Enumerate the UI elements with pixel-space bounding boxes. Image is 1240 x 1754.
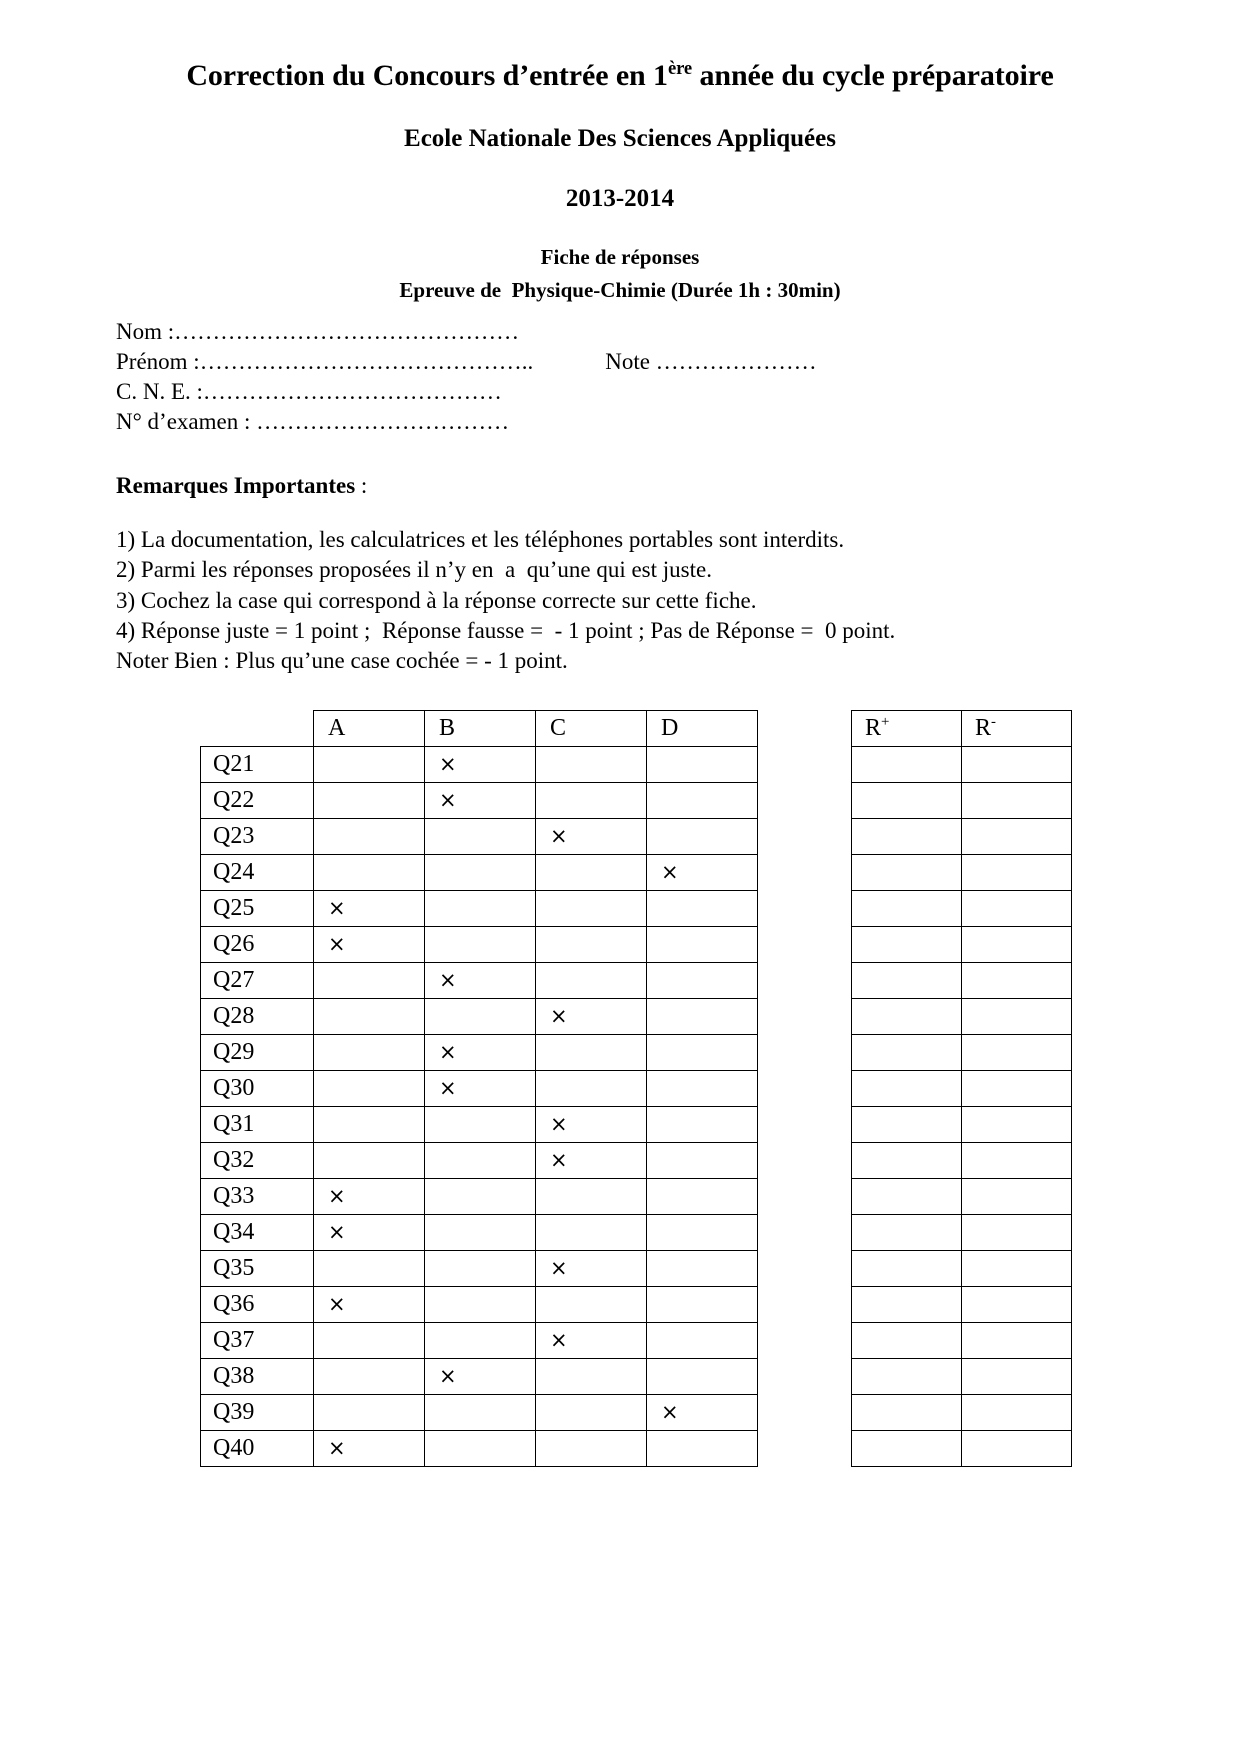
answer-cell-d[interactable]	[647, 854, 758, 890]
answer-cell-d[interactable]	[647, 1070, 758, 1106]
table-row	[201, 1070, 758, 1106]
score-cell-r-plus[interactable]	[852, 1394, 962, 1430]
question-label: Q39	[201, 1394, 314, 1430]
answer-cell-c[interactable]	[536, 818, 647, 854]
answer-cell-b[interactable]	[425, 1250, 536, 1286]
score-cell-r-plus[interactable]	[852, 998, 962, 1034]
remark-item: 4) Réponse juste = 1 point ; Réponse fausse = - 1 point ; Pas de Réponse = 0 point.	[116, 618, 896, 644]
remarks-list	[116, 525, 1240, 677]
remarks-section	[0, 473, 1240, 677]
cross-icon: ×	[328, 1435, 346, 1460]
answer-cell-b[interactable]	[425, 1034, 536, 1070]
answer-cell-c[interactable]	[536, 1322, 647, 1358]
table-row	[201, 1178, 758, 1214]
field-prenom-row	[116, 347, 1240, 377]
answer-cell-b[interactable]	[425, 1106, 536, 1142]
answer-cell-d[interactable]	[647, 1250, 758, 1286]
answer-cell-c[interactable]	[536, 854, 647, 890]
score-row	[852, 1070, 1072, 1106]
cross-icon: ×	[550, 1111, 568, 1136]
cross-icon: ×	[550, 1147, 568, 1172]
score-row	[852, 1142, 1072, 1178]
answer-cell-c[interactable]	[536, 1214, 647, 1250]
answer-cell-b[interactable]	[425, 818, 536, 854]
answer-cell-c[interactable]	[536, 746, 647, 782]
score-row	[852, 1034, 1072, 1070]
answer-cell-a[interactable]	[314, 1430, 425, 1466]
score-cell-r-plus[interactable]	[852, 1142, 962, 1178]
answer-cell-b[interactable]	[425, 1142, 536, 1178]
cross-icon: ×	[439, 1363, 457, 1388]
r-minus-base: R	[975, 714, 992, 741]
score-cell-r-plus[interactable]	[852, 1430, 962, 1466]
cross-icon: ×	[328, 931, 346, 956]
score-row	[852, 1430, 1072, 1466]
question-label: Q35	[201, 1250, 314, 1286]
answers-table-head	[201, 710, 758, 746]
table-row	[201, 1430, 758, 1466]
answer-cell-b[interactable]	[425, 1430, 536, 1466]
answer-cell-a[interactable]	[314, 1286, 425, 1322]
remark-item: 1) La documentation, les calculatrices et les téléphones portables sont interdits.	[116, 527, 845, 552]
answer-cell-d[interactable]	[647, 818, 758, 854]
answer-cell-d[interactable]	[647, 1430, 758, 1466]
field-nom[interactable]: Nom :………………………………………	[116, 319, 520, 344]
question-label: Q32	[201, 1142, 314, 1178]
answer-cell-d[interactable]	[647, 1034, 758, 1070]
score-row	[852, 998, 1072, 1034]
table-row	[201, 1142, 758, 1178]
answer-cell-b[interactable]	[425, 1214, 536, 1250]
answers-table-header-row	[201, 710, 758, 746]
answer-cell-d[interactable]	[647, 926, 758, 962]
column-header-a: A	[314, 710, 425, 746]
cross-icon: ×	[439, 1039, 457, 1064]
answers-table-body	[201, 746, 758, 1466]
field-cne[interactable]: C. N. E. :…………………………………	[116, 379, 502, 404]
score-row	[852, 1394, 1072, 1430]
question-label: Q21	[201, 746, 314, 782]
answer-cell-b[interactable]	[425, 1178, 536, 1214]
column-header-c: C	[536, 710, 647, 746]
remarks-heading-text: Remarques Importantes	[116, 473, 356, 498]
answer-cell-a[interactable]	[314, 1178, 425, 1214]
score-cell-r-plus[interactable]	[852, 962, 962, 998]
score-cell-r-plus[interactable]	[852, 1322, 962, 1358]
answers-table	[200, 710, 758, 1467]
tables-area	[0, 710, 1240, 1467]
academic-year: 2013-2014	[565, 185, 675, 212]
score-cell-r-minus[interactable]	[962, 1106, 1072, 1142]
answer-cell-d[interactable]	[647, 1142, 758, 1178]
answer-cell-c[interactable]	[536, 1142, 647, 1178]
answer-cell-b[interactable]	[425, 854, 536, 890]
question-label: Q36	[201, 1286, 314, 1322]
score-table	[851, 710, 1072, 1467]
score-row	[852, 1358, 1072, 1394]
question-label: Q37	[201, 1322, 314, 1358]
cross-icon: ×	[439, 751, 457, 776]
answer-cell-b[interactable]	[425, 890, 536, 926]
table-row	[201, 1286, 758, 1322]
question-label: Q33	[201, 1178, 314, 1214]
sheet-label: Fiche de réponses	[540, 245, 700, 269]
score-cell-r-plus[interactable]	[852, 1106, 962, 1142]
score-row	[852, 854, 1072, 890]
answer-cell-d[interactable]	[647, 1394, 758, 1430]
question-label: Q26	[201, 926, 314, 962]
score-cell-r-plus[interactable]	[852, 746, 962, 782]
r-minus-sup: -	[991, 713, 996, 730]
score-cell-r-minus[interactable]	[962, 1286, 1072, 1322]
field-note[interactable]: Note …………………	[605, 349, 817, 374]
answer-cell-c[interactable]	[536, 1250, 647, 1286]
answer-cell-c[interactable]	[536, 782, 647, 818]
score-cell-r-plus[interactable]	[852, 926, 962, 962]
question-label: Q22	[201, 782, 314, 818]
cross-icon: ×	[439, 787, 457, 812]
answer-cell-a[interactable]	[314, 962, 425, 998]
score-row	[852, 926, 1072, 962]
score-table-header-row	[852, 710, 1072, 746]
remark-item: Noter Bien : Plus qu’une case cochée = - 1 point.	[116, 648, 568, 674]
answer-cell-b[interactable]	[425, 998, 536, 1034]
answer-cell-c[interactable]	[536, 1034, 647, 1070]
score-cell-r-minus[interactable]	[962, 1322, 1072, 1358]
answer-cell-a[interactable]	[314, 1322, 425, 1358]
score-cell-r-plus[interactable]	[852, 1250, 962, 1286]
answer-cell-d[interactable]	[647, 962, 758, 998]
answer-cell-d[interactable]	[647, 890, 758, 926]
cross-icon: ×	[661, 1399, 679, 1424]
answer-cell-c[interactable]	[536, 1358, 647, 1394]
table-row	[201, 854, 758, 890]
answer-cell-c[interactable]	[536, 1394, 647, 1430]
answer-cell-d[interactable]	[647, 782, 758, 818]
cross-icon: ×	[328, 1291, 346, 1316]
answers-table-corner-cell	[201, 710, 314, 746]
answer-cell-c[interactable]	[536, 1106, 647, 1142]
score-row	[852, 962, 1072, 998]
score-cell-r-minus[interactable]	[962, 1034, 1072, 1070]
score-cell-r-plus[interactable]	[852, 1286, 962, 1322]
score-cell-r-plus[interactable]	[852, 1214, 962, 1250]
table-row	[201, 926, 758, 962]
cross-icon: ×	[661, 859, 679, 884]
cross-icon: ×	[328, 1183, 346, 1208]
score-cell-r-plus[interactable]	[852, 1358, 962, 1394]
page-title	[0, 0, 1240, 94]
table-row	[201, 1250, 758, 1286]
score-cell-r-plus[interactable]	[852, 782, 962, 818]
table-row	[201, 1358, 758, 1394]
field-numero-examen[interactable]: N° d’examen : ……………………………	[116, 409, 510, 434]
table-row	[201, 1106, 758, 1142]
answer-cell-c[interactable]	[536, 890, 647, 926]
remarks-heading	[116, 473, 1240, 499]
question-label: Q29	[201, 1034, 314, 1070]
table-row	[201, 818, 758, 854]
score-table-body	[852, 746, 1072, 1466]
answer-cell-a[interactable]	[314, 1394, 425, 1430]
question-label: Q34	[201, 1214, 314, 1250]
question-label: Q40	[201, 1430, 314, 1466]
score-cell-r-minus[interactable]	[962, 746, 1072, 782]
score-cell-r-plus[interactable]	[852, 1070, 962, 1106]
score-cell-r-plus[interactable]	[852, 890, 962, 926]
score-table-head	[852, 710, 1072, 746]
score-row	[852, 818, 1072, 854]
score-row	[852, 1250, 1072, 1286]
answer-cell-d[interactable]	[647, 1358, 758, 1394]
table-row	[201, 746, 758, 782]
table-row	[201, 782, 758, 818]
column-header-r-minus	[962, 710, 1072, 746]
answer-cell-b[interactable]	[425, 746, 536, 782]
question-label: Q27	[201, 962, 314, 998]
answer-cell-c[interactable]	[536, 1070, 647, 1106]
answer-cell-c[interactable]	[536, 998, 647, 1034]
answer-cell-b[interactable]	[425, 1286, 536, 1322]
answer-cell-d[interactable]	[647, 1106, 758, 1142]
score-cell-r-minus[interactable]	[962, 1394, 1072, 1430]
answer-cell-b[interactable]	[425, 1322, 536, 1358]
identity-form	[0, 317, 1240, 437]
score-row	[852, 746, 1072, 782]
score-cell-r-minus[interactable]	[962, 998, 1072, 1034]
answer-cell-d[interactable]	[647, 1178, 758, 1214]
answer-cell-d[interactable]	[647, 1286, 758, 1322]
score-cell-r-minus[interactable]	[962, 1142, 1072, 1178]
page-title-superscript: ère	[667, 58, 693, 79]
answer-cell-a[interactable]	[314, 926, 425, 962]
answer-cell-a[interactable]	[314, 1070, 425, 1106]
cross-icon: ×	[550, 1327, 568, 1352]
column-header-r-plus	[852, 710, 962, 746]
table-row	[201, 998, 758, 1034]
answer-cell-a[interactable]	[314, 1250, 425, 1286]
answer-cell-b[interactable]	[425, 962, 536, 998]
answer-cell-a[interactable]	[314, 1214, 425, 1250]
score-row	[852, 1214, 1072, 1250]
answer-cell-b[interactable]	[425, 1394, 536, 1430]
answer-cell-a[interactable]	[314, 1142, 425, 1178]
answer-cell-d[interactable]	[647, 1214, 758, 1250]
score-cell-r-minus[interactable]	[962, 1358, 1072, 1394]
score-cell-r-plus[interactable]	[852, 854, 962, 890]
score-cell-r-plus[interactable]	[852, 1034, 962, 1070]
table-row	[201, 962, 758, 998]
answer-cell-b[interactable]	[425, 1358, 536, 1394]
score-cell-r-minus[interactable]	[962, 1178, 1072, 1214]
table-row	[201, 1322, 758, 1358]
question-label: Q38	[201, 1358, 314, 1394]
table-row	[201, 890, 758, 926]
r-plus-sup: +	[881, 713, 890, 730]
score-row	[852, 1178, 1072, 1214]
answer-cell-c[interactable]	[536, 1430, 647, 1466]
answer-cell-b[interactable]	[425, 926, 536, 962]
score-cell-r-plus[interactable]	[852, 818, 962, 854]
score-cell-r-minus[interactable]	[962, 1214, 1072, 1250]
answer-cell-a[interactable]	[314, 854, 425, 890]
answer-cell-c[interactable]	[536, 926, 647, 962]
score-cell-r-minus[interactable]	[962, 782, 1072, 818]
score-cell-r-plus[interactable]	[852, 1178, 962, 1214]
question-label: Q23	[201, 818, 314, 854]
answer-cell-a[interactable]	[314, 1358, 425, 1394]
remarks-heading-colon: :	[355, 473, 368, 498]
question-label: Q31	[201, 1106, 314, 1142]
column-header-b: B	[425, 710, 536, 746]
score-cell-r-minus[interactable]	[962, 962, 1072, 998]
answer-cell-a[interactable]	[314, 890, 425, 926]
field-prenom[interactable]: Prénom :……………………………………..	[116, 349, 534, 374]
cross-icon: ×	[550, 823, 568, 848]
answer-cell-a[interactable]	[314, 998, 425, 1034]
answer-cell-c[interactable]	[536, 1178, 647, 1214]
score-cell-r-minus[interactable]	[962, 1070, 1072, 1106]
answer-cell-a[interactable]	[314, 818, 425, 854]
answer-cell-d[interactable]	[647, 998, 758, 1034]
r-plus-base: R	[865, 714, 882, 741]
score-row	[852, 1322, 1072, 1358]
answer-cell-b[interactable]	[425, 1070, 536, 1106]
cross-icon: ×	[550, 1255, 568, 1280]
score-cell-r-minus[interactable]	[962, 818, 1072, 854]
score-cell-r-minus[interactable]	[962, 1250, 1072, 1286]
score-row	[852, 1106, 1072, 1142]
answer-cell-a[interactable]	[314, 1034, 425, 1070]
answer-cell-d[interactable]	[647, 1322, 758, 1358]
table-row	[201, 1214, 758, 1250]
table-row	[201, 1034, 758, 1070]
score-cell-r-minus[interactable]	[962, 854, 1072, 890]
score-row	[852, 782, 1072, 818]
score-cell-r-minus[interactable]	[962, 890, 1072, 926]
answer-cell-a[interactable]	[314, 1106, 425, 1142]
cross-icon: ×	[328, 895, 346, 920]
answer-cell-b[interactable]	[425, 782, 536, 818]
score-row	[852, 1286, 1072, 1322]
score-cell-r-minus[interactable]	[962, 1430, 1072, 1466]
answer-cell-a[interactable]	[314, 746, 425, 782]
page-title-pre: Correction du Concours d’entrée en 1	[186, 59, 668, 92]
column-header-d: D	[647, 710, 758, 746]
score-row	[852, 890, 1072, 926]
score-cell-r-minus[interactable]	[962, 926, 1072, 962]
answer-cell-d[interactable]	[647, 746, 758, 782]
exam-label: Epreuve de Physique-Chimie (Durée 1h : 30min)	[399, 278, 841, 302]
cross-icon: ×	[439, 1075, 457, 1100]
question-label: Q25	[201, 890, 314, 926]
remark-item: 3) Cochez la case qui correspond à la réponse correcte sur cette fiche.	[116, 587, 757, 613]
question-label: Q28	[201, 998, 314, 1034]
answer-cell-c[interactable]	[536, 962, 647, 998]
answer-cell-a[interactable]	[314, 782, 425, 818]
remark-item: 2) Parmi les réponses proposées il n’y en a qu’une qui est juste.	[116, 557, 712, 583]
school-name: Ecole Nationale Des Sciences Appliquées	[404, 125, 836, 152]
cross-icon: ×	[439, 967, 457, 992]
table-row	[201, 1394, 758, 1430]
cross-icon: ×	[328, 1219, 346, 1244]
cross-icon: ×	[550, 1003, 568, 1028]
answer-cell-c[interactable]	[536, 1286, 647, 1322]
question-label: Q24	[201, 854, 314, 890]
page-title-post: année du cycle préparatoire	[692, 59, 1054, 92]
question-label: Q30	[201, 1070, 314, 1106]
